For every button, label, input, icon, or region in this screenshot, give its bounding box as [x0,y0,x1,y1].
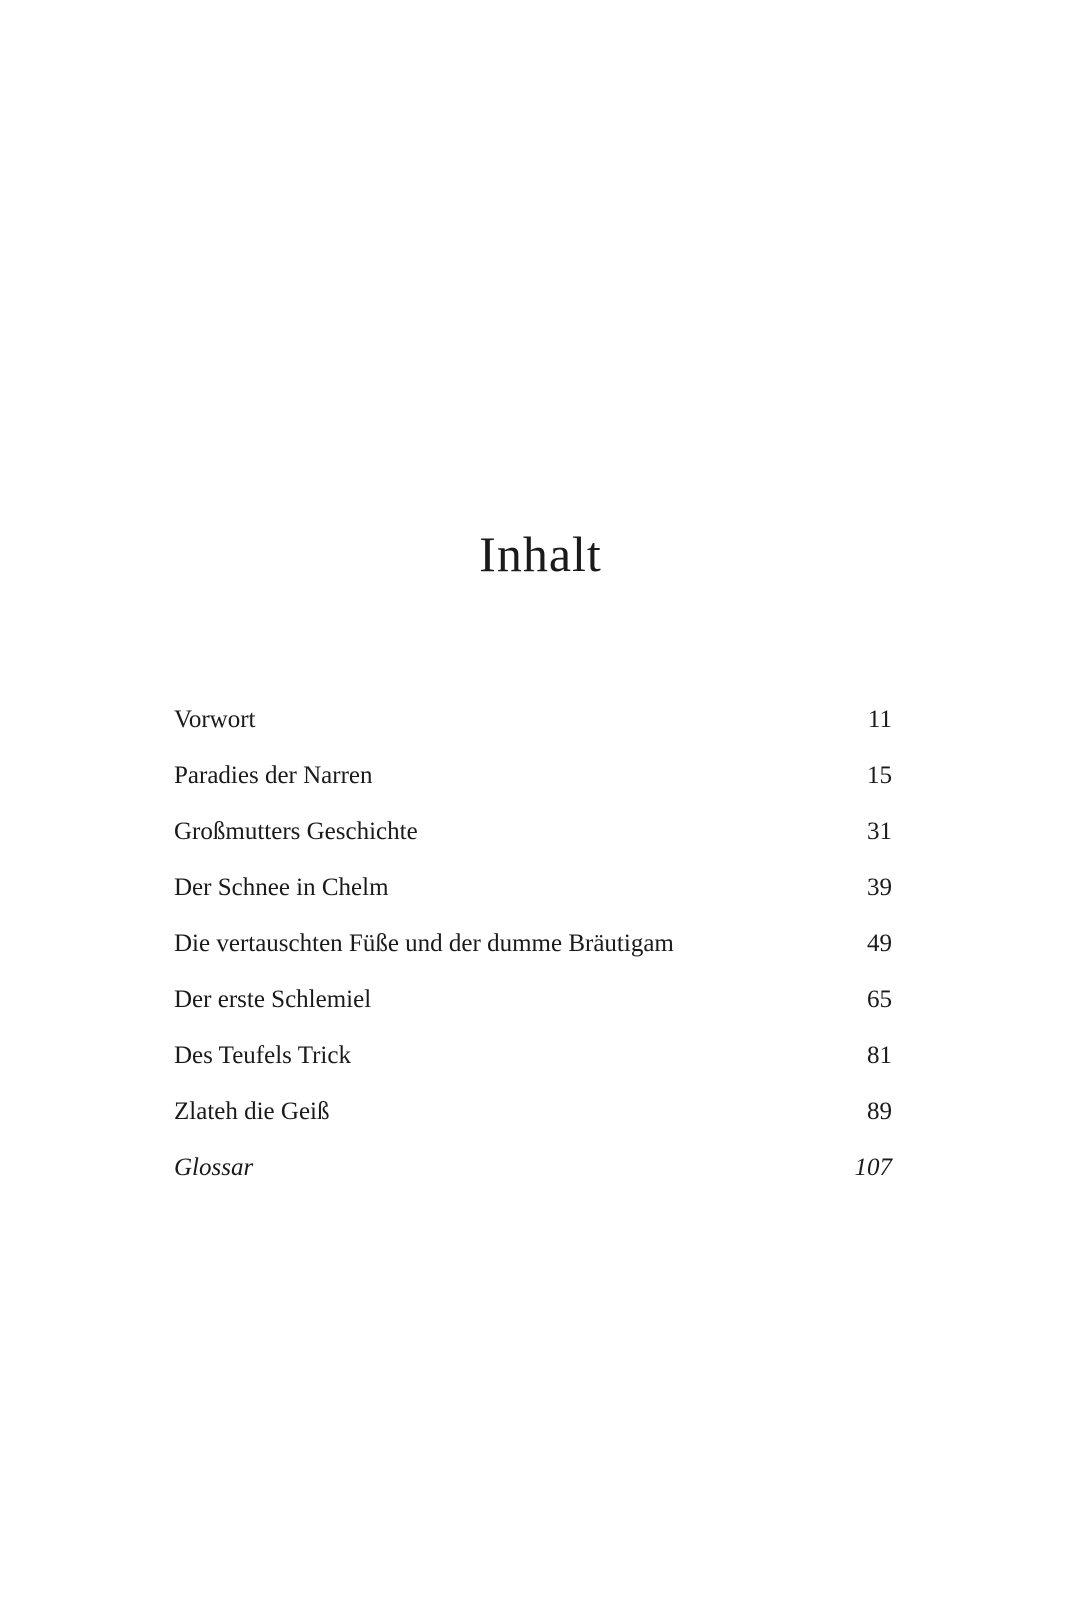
toc-entry-page: 15 [867,762,892,789]
toc-entry-page: 81 [867,1042,892,1069]
toc-entry-page: 49 [867,930,892,957]
toc-entry-title: Zlateh die Geiß [174,1098,330,1125]
toc-entry-grossmutter [174,814,892,870]
toc-entry-page: 11 [867,706,892,733]
toc-entry-title: Großmutters Geschichte [174,818,418,845]
toc-entry-schnee [174,870,892,926]
toc-entry-title: Die vertauschten Füße und der dumme Bräutigam [174,930,674,957]
toc-entry-title: Paradies der Narren [174,762,373,789]
toc-entry-teufel [174,1038,892,1094]
toc-entry-page: 65 [867,986,892,1013]
toc-entry-vorwort [174,702,892,758]
table-of-contents [174,702,892,1206]
toc-entry-title: Vorwort [174,706,256,733]
toc-entry-paradies [174,758,892,814]
toc-entry-page: 31 [867,818,892,845]
toc-entry-title: Der Schnee in Chelm [174,874,389,901]
toc-entry-title: Des Teufels Trick [174,1042,351,1069]
toc-entry-title: Der erste Schlemiel [174,986,372,1013]
toc-entry-schlemiel [174,982,892,1038]
toc-entry-page: 39 [867,874,892,901]
toc-entry-fuesse [174,926,892,982]
toc-entry-page: 107 [854,1154,892,1181]
page-title: Inhalt [479,526,602,582]
toc-entry-page: 89 [867,1098,892,1125]
toc-entry-glossar [174,1150,892,1206]
toc-entry-zlateh [174,1094,892,1150]
toc-entry-title: Glossar [174,1154,254,1181]
